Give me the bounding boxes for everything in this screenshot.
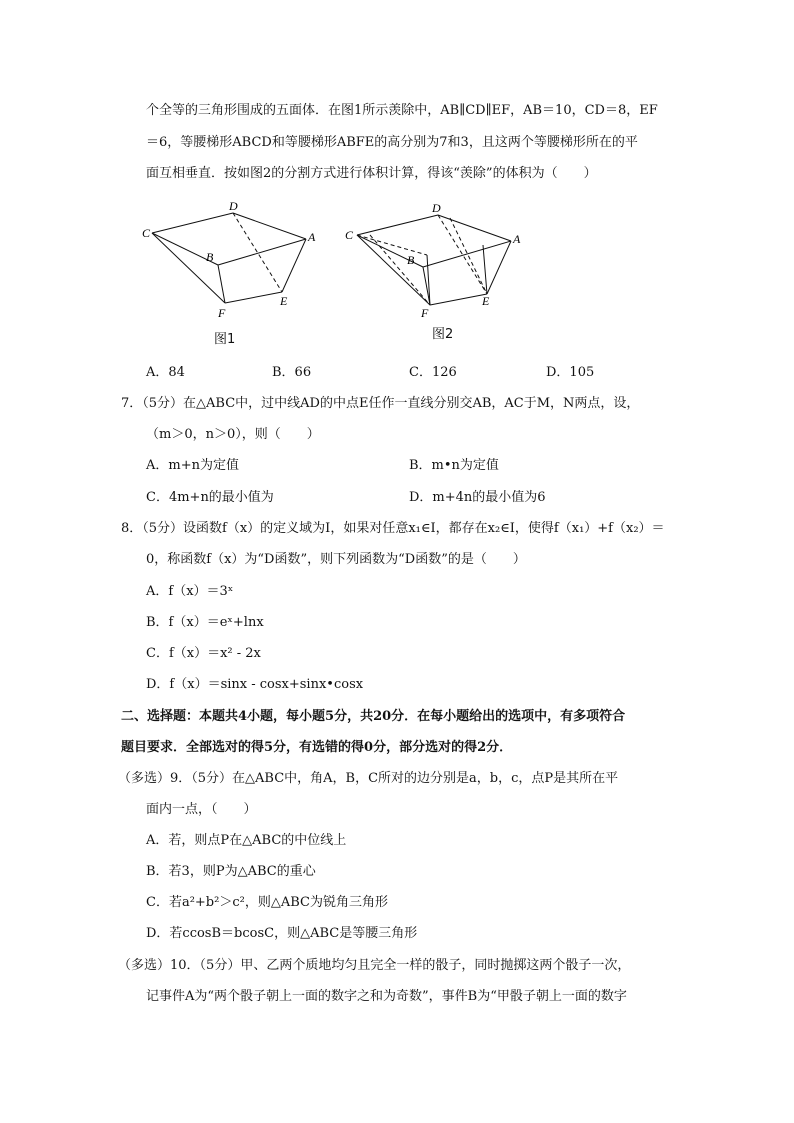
q6-line1: 个全等的三角形围成的五面体．在图1所示羡除中，AB∥CD∥EF，AB＝10，CD＝8，EF [146, 103, 658, 118]
q7-line2: （m＞0，n＞0），则（ ） [146, 427, 320, 442]
fig1-point-f: F [218, 306, 226, 320]
fig1-point-e: E [280, 294, 288, 308]
figure-1 [130, 195, 330, 320]
fig1-point-d: D [229, 199, 238, 213]
q8-option-b: B．f（x）＝eˣ+lnx [146, 615, 264, 630]
q8-option-d: D．f（x）＝sinx - cosx+sinx•cosx [146, 677, 364, 692]
q10-line1: （多选）10．（5分）甲、乙两个质地均匀且完全一样的骰子，同时抛掷这两个骰子一次， [118, 958, 631, 973]
q7-line1: 7．（5分）在△ABC中，过中线AD的中点E任作一直线分别交AB，AC于M，N两点，设， [121, 396, 640, 411]
q7-option-b: B．m•n为定值 [409, 458, 499, 473]
q6-line3: 面互相垂直．按如图2的分割方式进行体积计算，得该“羡除”的体积为（ ） [146, 166, 597, 181]
q9-option-b: B．若3，则P为△ABC的重心 [146, 864, 316, 879]
q6-option-b: B．66 [272, 365, 312, 380]
section2-heading-line1: 二、选择题：本题共4小题，每小题5分，共20分．在每小题给出的选项中，有多项符合 [121, 709, 626, 724]
section2-heading-line2: 题目要求．全部选对的得5分，有选错的得0分，部分选对的得2分． [121, 740, 513, 755]
q6-option-c: C．126 [409, 365, 457, 380]
q9-option-a: A．若，则点P在△ABC的中位线上 [146, 833, 347, 848]
q6-line2: ＝6，等腰梯形ABCD和等腰梯形ABFE的高分别为7和3，且这两个等腰梯形所在的平 [146, 135, 638, 150]
fig2-point-c: C [345, 228, 354, 242]
q8-line1: 8．（5分）设函数f（x）的定义域为I，如果对任意x₁∈I，都存在x₂∈I，使得f（x₁）+f（x₂）＝ [121, 521, 665, 536]
fig2-point-a: A [513, 232, 521, 246]
figure-1-label: 图1 [214, 332, 236, 347]
q8-line2: 0，称函数f（x）为“D函数”，则下列函数为“D函数”的是（ ） [146, 552, 526, 567]
q7-option-c: C．4m+n的最小值为 [146, 490, 274, 505]
q9-line2: 面内一点，（ ） [146, 802, 257, 817]
fig1-point-c: C [142, 226, 151, 240]
q10-line2: 记事件A为“两个骰子朝上一面的数字之和为奇数”，事件B为“甲骰子朝上一面的数字 [146, 989, 627, 1004]
fig1-point-a: A [308, 230, 316, 244]
q6-option-a: A．84 [146, 365, 185, 380]
q9-line1: （多选）9．（5分）在△ABC中，角A，B，C所对的边分别是a，b，c，点P是其所在平 [118, 771, 619, 786]
figure-2-label: 图2 [432, 327, 454, 342]
fig2-point-f: F [421, 306, 429, 320]
figure-2 [335, 197, 535, 322]
q7-option-a: A．m+n为定值 [146, 458, 239, 473]
fig2-point-e: E [482, 294, 490, 308]
q8-option-c: C．f（x）＝x² - 2x [146, 646, 261, 661]
q9-option-d: D．若ccosB＝bcosC，则△ABC是等腰三角形 [146, 926, 418, 941]
q9-option-c: C．若a²+b²＞c²，则△ABC为锐角三角形 [146, 895, 388, 910]
fig2-point-d: D [432, 201, 441, 215]
q7-option-d: D．m+4n的最小值为6 [409, 490, 546, 505]
q8-option-a: A．f（x）＝3ˣ [146, 584, 234, 599]
q6-option-d: D．105 [546, 365, 595, 380]
fig1-point-b: B [206, 250, 214, 264]
fig2-point-b: B [407, 253, 415, 267]
